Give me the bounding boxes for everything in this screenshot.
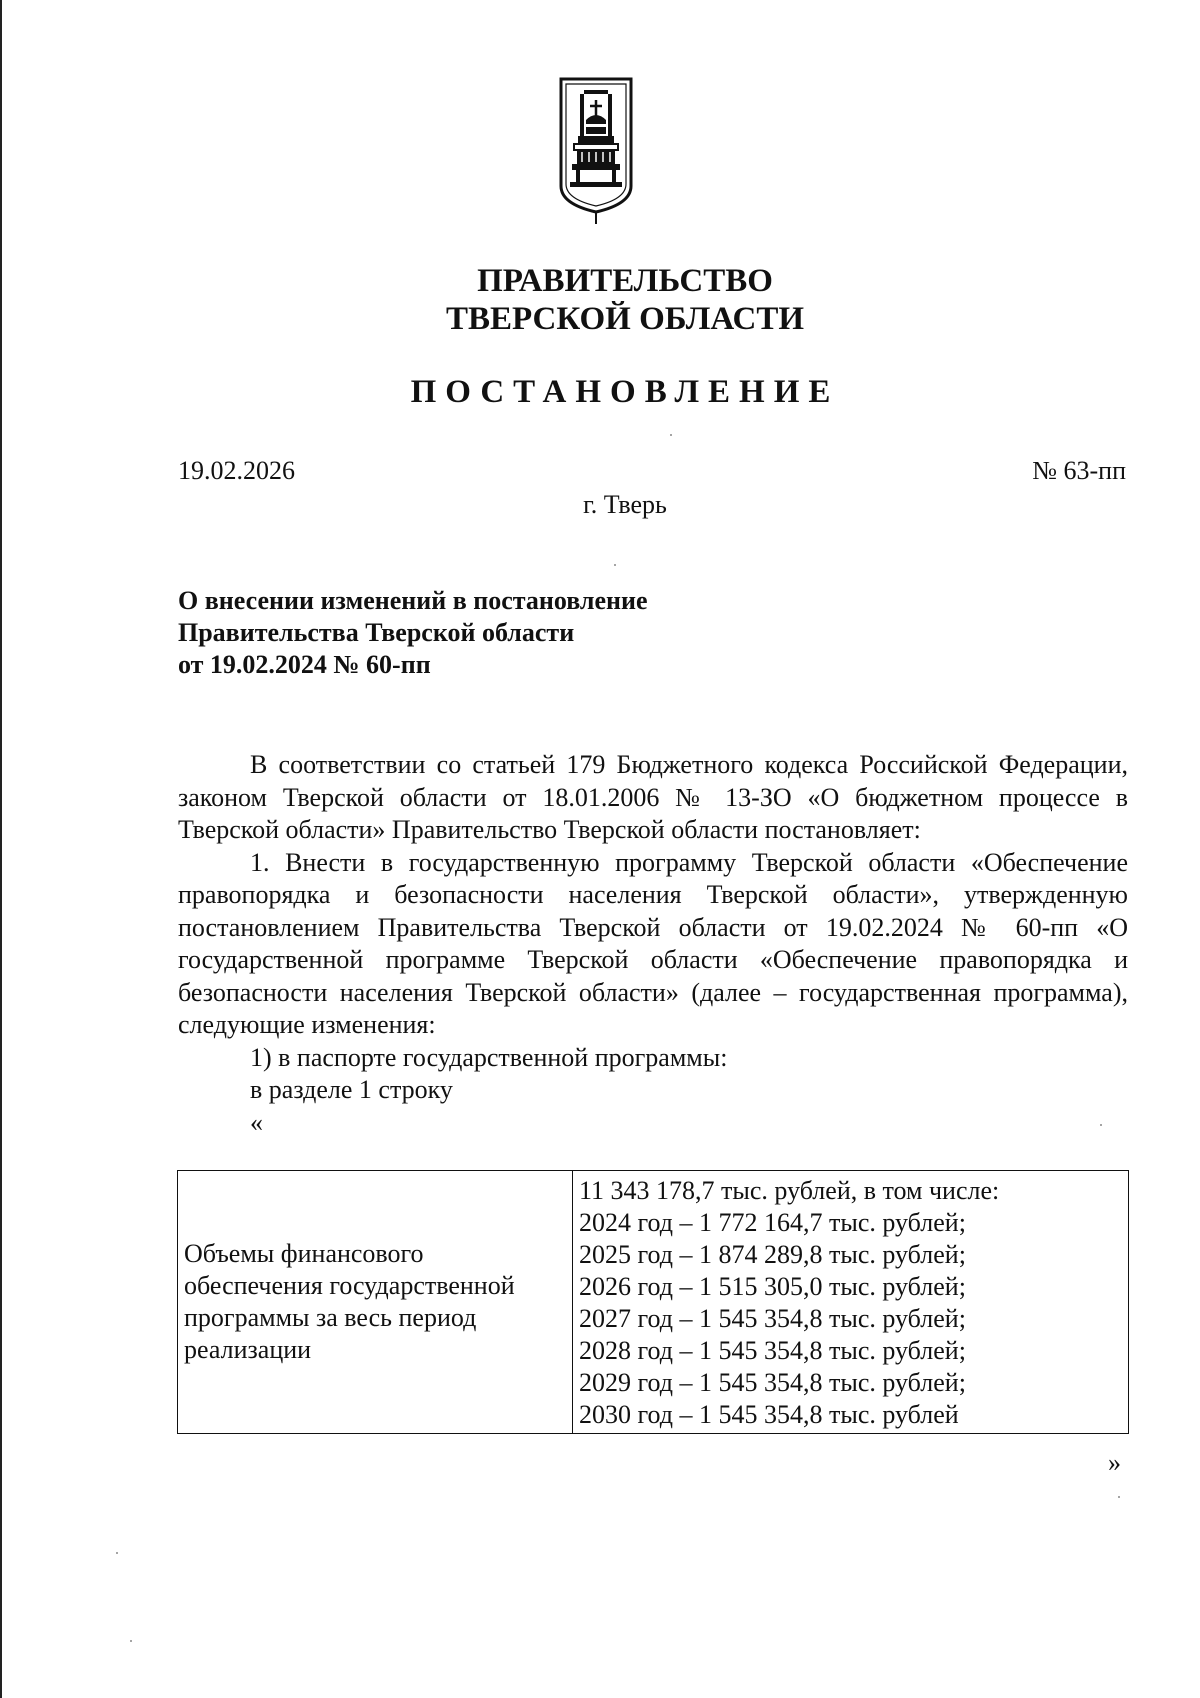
- document-number: № 63-пп: [1032, 456, 1126, 485]
- scan-speck: [1100, 1124, 1102, 1126]
- scan-speck: [614, 564, 616, 566]
- org-line-2: ТВЕРСКОЙ ОБЛАСТИ: [445, 301, 805, 337]
- finance-year-line: 2025 год – 1 874 289,8 тыс. рублей;: [579, 1240, 966, 1269]
- finance-year-line: 2028 год – 1 545 354,8 тыс. рублей;: [579, 1336, 966, 1365]
- section-row-line: в разделе 1 строку: [250, 1075, 453, 1104]
- closing-quote: »: [1108, 1448, 1121, 1477]
- title-line-1: О внесении изменений в постановление: [178, 586, 648, 615]
- scan-speck: [670, 434, 672, 436]
- document-type: ПОСТАНОВЛЕНИЕ: [410, 374, 840, 410]
- finance-year-line: 2024 год – 1 772 164,7 тыс. рублей;: [579, 1208, 966, 1237]
- finance-year-line: 2029 год – 1 545 354,8 тыс. рублей;: [579, 1368, 966, 1397]
- table-row: [178, 1171, 1129, 1434]
- document-city: г. Тверь: [583, 490, 667, 519]
- subitem-1-line: 1) в паспорте государственной программы:: [250, 1042, 728, 1072]
- finance-year-line: 2030 год – 1 545 354,8 тыс. рублей: [579, 1400, 959, 1429]
- item-1-paragraph: 1. Внести в государственную программу Тверской области «Обеспечение правопорядка и безопасности населения Тверской области», утвержденную постановлением Правительства Тверской области от 19.02.2024 № 60-пп «О государственной программе Тверской области «Обеспечение правопорядка и безопасности населения Тверской области» (далее – государственная программа), следующие изменения:: [178, 847, 1128, 1039]
- finance-year-line: 2026 год – 1 515 305,0 тыс. рублей;: [579, 1272, 966, 1301]
- finance-year-line: 2027 год – 1 545 354,8 тыс. рублей;: [579, 1304, 966, 1333]
- finance-total-line: 11 343 178,7 тыс. рублей, в том числе:: [579, 1176, 1000, 1205]
- scan-speck: [116, 1552, 118, 1554]
- org-line-1: ПРАВИТЕЛЬСТВО: [477, 263, 773, 299]
- title-line-3: от 19.02.2024 № 60-пп: [178, 650, 431, 679]
- preamble-paragraph: В соответствии со статьей 179 Бюджетного кодекса Российской Федерации, законом Тверской области от 18.01.2006 № 13-ЗО «О бюджетном процессе в Тверской области» Правительство Тверской области постановляет:: [178, 750, 1128, 844]
- document-body: [178, 749, 1128, 1137]
- organization-name: [2, 262, 1200, 338]
- opening-quote: «: [250, 1107, 263, 1137]
- title-line-2: Правительства Тверской области: [178, 618, 575, 647]
- finance-label-cell: Объемы финансового обеспечения государственной программы за весь период реализации: [178, 1171, 573, 1434]
- document-date: 19.02.2026: [178, 456, 295, 485]
- scan-speck: [1118, 1496, 1120, 1498]
- document-title: [178, 585, 878, 681]
- coat-of-arms-icon: [558, 76, 634, 226]
- scan-speck: [130, 1640, 132, 1642]
- finance-values-cell: [573, 1171, 1129, 1434]
- finance-table: [177, 1170, 1129, 1434]
